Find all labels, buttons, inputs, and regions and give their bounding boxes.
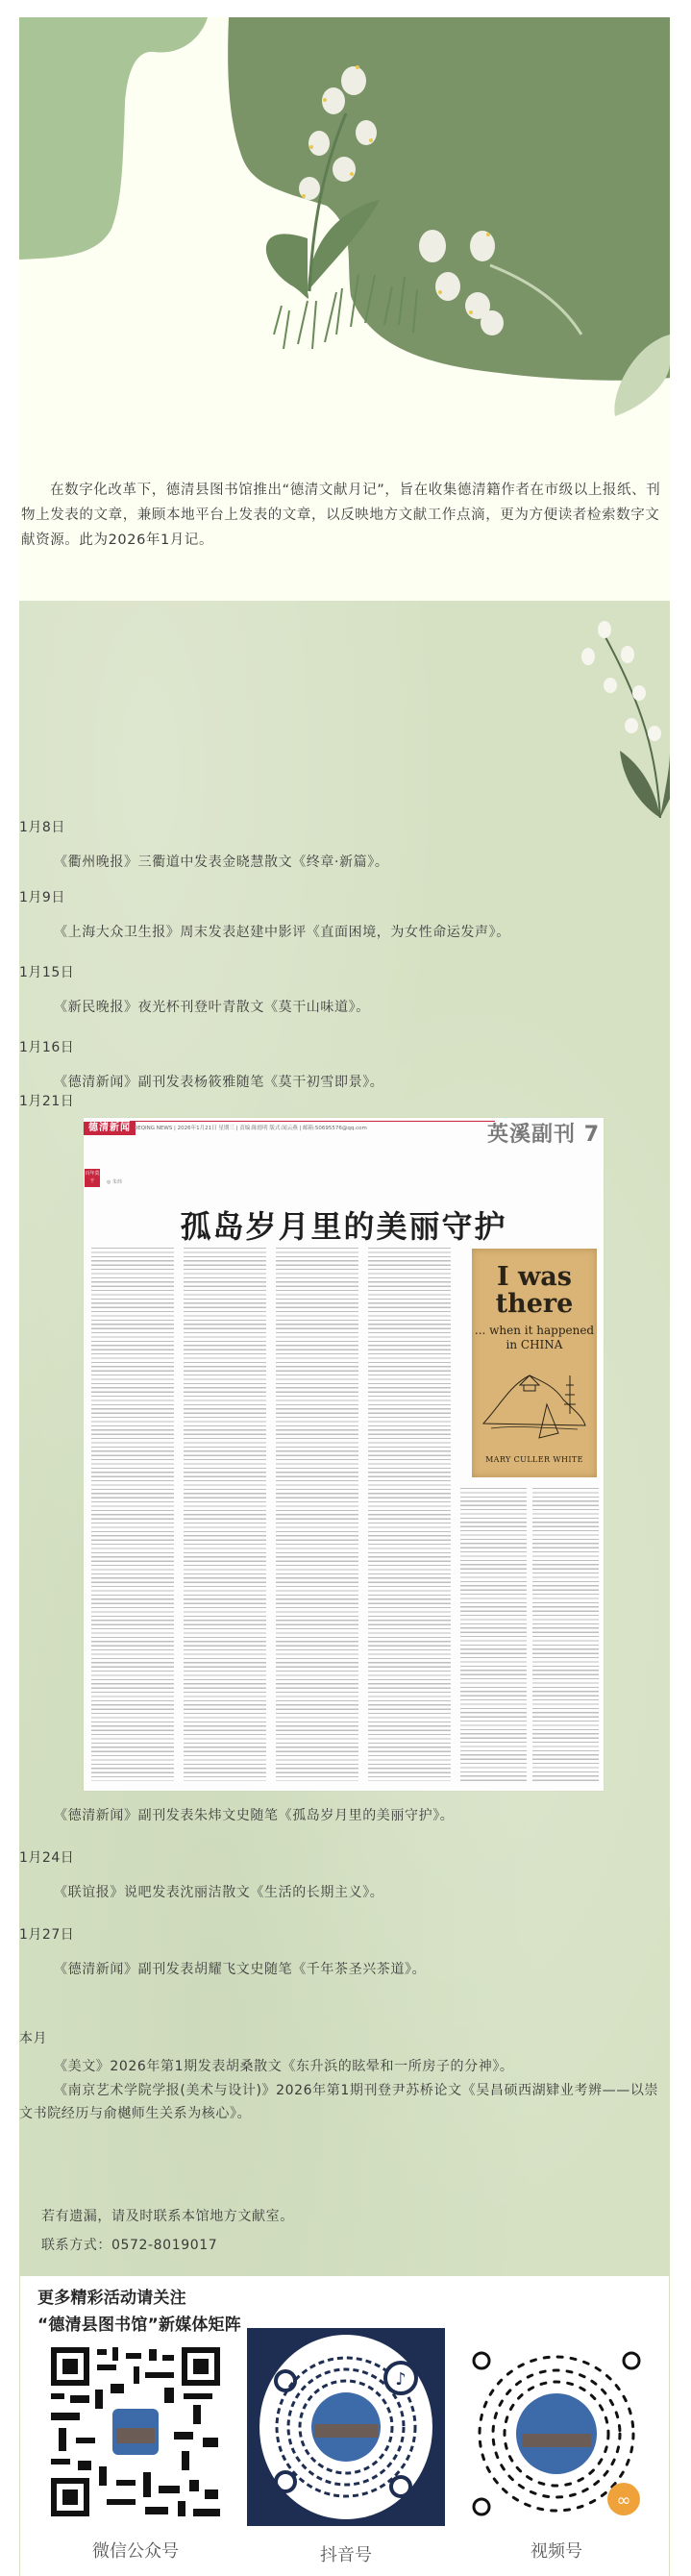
douyin-qr-icon[interactable] bbox=[247, 2328, 445, 2526]
text-column bbox=[184, 1248, 266, 1781]
entry-text: 《上海大众卫生报》周末发表赵建中影评《直面困境，为女性命运发声》。 bbox=[54, 925, 510, 940]
column-badge: 百年莫干 bbox=[85, 1169, 100, 1187]
book-cover-photo bbox=[472, 1249, 597, 1477]
follow-media-section bbox=[19, 2276, 670, 2576]
text-column bbox=[460, 1488, 527, 1781]
entry-date: 1月21日 bbox=[19, 1094, 75, 1109]
island-pagoda-drawing bbox=[481, 1356, 587, 1443]
monthly-record-section bbox=[19, 601, 670, 2276]
entry-date: 1月27日 bbox=[19, 1927, 75, 1943]
book-subtitle-line: ... when it happened bbox=[474, 1324, 595, 1337]
this-month-item: 《美文》2026年第1期发表胡桑散文《东升浜的眩晕和一所房子的分神》。 bbox=[54, 2059, 514, 2074]
flower-sprig-decoration bbox=[564, 607, 670, 828]
header-rule bbox=[130, 1121, 495, 1122]
book-subtitle-line: in CHINA bbox=[506, 1338, 563, 1351]
entry-text: 《德清新闻》副刊发表杨筱雅随笔《莫干初雪即景》。 bbox=[54, 1075, 384, 1090]
byline: ◎ 朱炜 bbox=[107, 1179, 122, 1185]
entry-text: 《联谊报》说吧发表沈丽洁散文《生活的长期主义》。 bbox=[54, 1885, 384, 1900]
article-headline: 孤岛岁月里的美丽守护 bbox=[180, 1208, 507, 1245]
text-column bbox=[91, 1248, 174, 1781]
text-column bbox=[276, 1248, 358, 1781]
article-columns-lower bbox=[460, 1488, 599, 1781]
omission-note: 若有遗漏，请及时联系本馆地方文献室。 bbox=[41, 2209, 294, 2224]
book-title bbox=[472, 1264, 597, 1318]
douyin-label: 抖音号 bbox=[320, 2545, 372, 2565]
entry-date: 1月16日 bbox=[19, 1040, 75, 1055]
entry-text: 《衢州晚报》三衢道中发表金晓慧散文《终章·新篇》。 bbox=[54, 855, 389, 870]
newspaper-meta: DEQING NEWS | 2026年1月21日 星期三 | 责编:陈德明 版式:闻云燕 | 邮箱:50695576@qq.com bbox=[134, 1126, 367, 1131]
entry-text: 《新民晚报》夜光杯刊登叶青散文《莫干山味道》。 bbox=[54, 1000, 370, 1015]
text-column bbox=[532, 1488, 599, 1781]
article-columns bbox=[91, 1248, 451, 1781]
entry-date: 1月24日 bbox=[19, 1850, 75, 1866]
lily-of-the-valley-illustration bbox=[19, 17, 670, 455]
channels-label: 视频号 bbox=[531, 2541, 582, 2562]
this-month-item: 《南京艺术学院学报(美术与设计)》2026年第1期刊登尹苏桥论文《吴昌硕西湖肄业考辨——以崇文书院经历与俞樾师生关系为核心》。 bbox=[19, 2083, 659, 2121]
this-month-label: 本月 bbox=[19, 2031, 47, 2046]
intro-paragraph: 在数字化改革下，德清县图书馆推出“德清文献月记”，旨在收集德清籍作者在市级以上报纸、刊物上发表的文章，兼顾本地平台上发表的文章，以反映地方文献工作点滴，更为方便读者检索数字文献资源。此为2026年1月记。 bbox=[21, 483, 661, 548]
entry-date: 1月8日 bbox=[19, 820, 65, 835]
section-name: 英溪副刊 7 bbox=[487, 1123, 600, 1147]
entry-date: 1月15日 bbox=[19, 965, 75, 980]
follow-heading-line1: 更多精彩活动请关注 bbox=[37, 2289, 186, 2308]
newspaper-clipping-image bbox=[84, 1118, 604, 1791]
book-title-line: there bbox=[495, 1289, 574, 1319]
book-subtitle bbox=[472, 1324, 597, 1352]
channels-qr-icon[interactable] bbox=[468, 2345, 645, 2522]
entry-text: 《德清新闻》副刊发表朱炜文史随笔《孤岛岁月里的美丽守护》。 bbox=[54, 1808, 455, 1823]
hero-illustration bbox=[19, 17, 670, 455]
entry-date: 1月9日 bbox=[19, 890, 65, 905]
book-author: MARY CULLER WHITE bbox=[485, 1455, 583, 1464]
svg-text:♪: ♪ bbox=[395, 2369, 407, 2390]
wechat-qr-icon[interactable] bbox=[49, 2345, 222, 2518]
newspaper-masthead: 德清新闻 bbox=[84, 1122, 136, 1135]
svg-text:∞: ∞ bbox=[616, 2490, 631, 2511]
wechat-label: 微信公众号 bbox=[92, 2541, 179, 2562]
intro-section bbox=[19, 455, 670, 601]
entry-text: 《德清新闻》副刊发表胡耀飞文史随笔《千年茶圣兴茶道》。 bbox=[54, 1962, 427, 1977]
contact-phone: 联系方式：0572-8019017 bbox=[41, 2238, 218, 2253]
book-title-line: I was bbox=[497, 1262, 572, 1292]
newspaper-header bbox=[84, 1118, 604, 1147]
text-column bbox=[368, 1248, 451, 1781]
follow-heading-line2: “德清县图书馆”新媒体矩阵 bbox=[37, 2316, 241, 2335]
